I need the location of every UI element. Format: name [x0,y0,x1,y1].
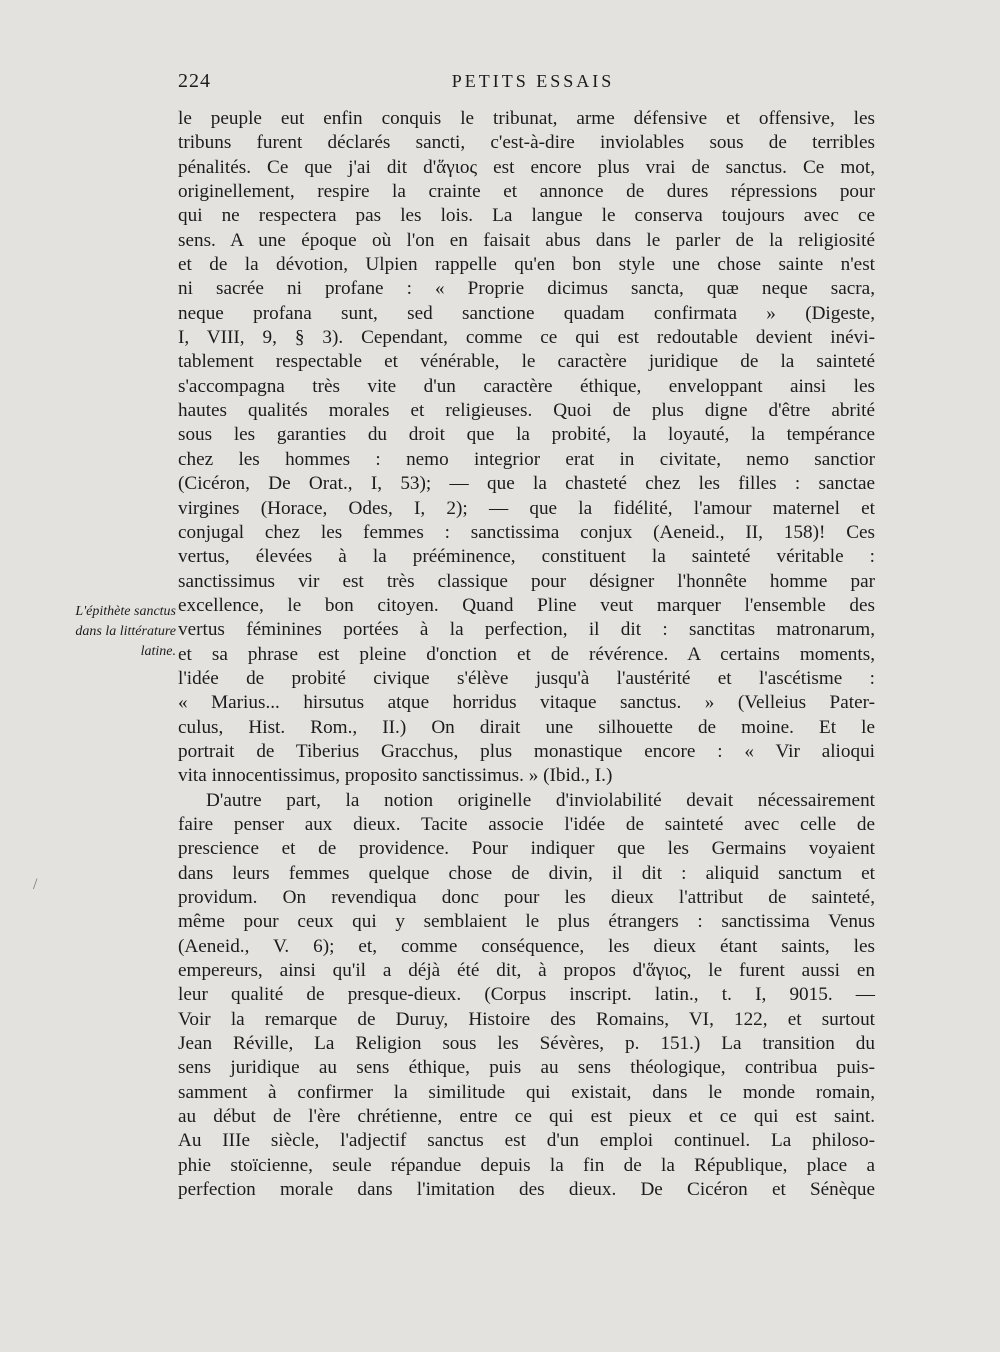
text-line: « Marius... hirsutus atque horridus vitaque sanctus. » (Velleius Pater- [178,692,875,714]
text-line: empereurs, ainsi qu'il a déjà été dit, à propos d'ἅγιος, le furent aussi en [178,960,875,982]
text-line: neque profana sunt, sed sanctione quadam confirmata » (Digeste, [178,302,875,324]
text-line: qui ne respectera pas les lois. La langue le conserva toujours avec ce [178,205,875,227]
margin-note-line: dans la littérature [75,624,176,639]
text-line: phie stoïcienne, seule répandue depuis la fin de la République, place a [178,1154,875,1176]
text-line: sens. A une époque où l'on en faisait abus dans le parler de la religiosité [178,229,875,251]
text-line: perfection morale dans l'imitation des dieux. De Cicéron et Sénèque [178,1179,875,1201]
text-line: s'accompagna très vite d'un caractère éthique, enveloppant ainsi les [178,375,875,397]
text-line: chez les hommes : nemo integrior erat in civitate, nemo sanctior [178,448,875,470]
text-line: Voir la remarque de Duruy, Histoire des Romains, VI, 122, et surtout [178,1008,875,1030]
text-line: et de la dévotion, Ulpien rappelle qu'en bon style une chose sainte n'est [178,254,875,276]
margin-note-line: latine. [140,644,176,659]
text-line: I, VIII, 9, § 3). Cependant, comme ce qui est redoutable devient inévi- [178,327,875,349]
text-line: prescience et de providence. Pour indiquer que les Germains voyaient [178,838,875,860]
text-line: dans leurs femmes quelque chose de divin, il dit : aliquid sanctum et [178,862,875,884]
page-number: 224 [178,70,211,92]
text-line: le peuple eut enfin conquis le tribunat, arme défensive et offensive, les [178,108,875,129]
text-line: hautes qualités morales et religieuses. Quoi de plus digne d'être abrité [178,400,875,422]
running-title: PETITS ESSAIS [451,71,615,91]
text-line: excellence, le bon citoyen. Quand Pline veut marquer l'ensemble des [178,594,875,616]
text-line: ni sacrée ni profane : « Proprie dicimus sancta, quæ neque sacra, [178,278,875,300]
text-line: D'autre part, la notion originelle d'inviolabilité devait nécessairement [206,789,875,811]
text-line: sens juridique au sens éthique, puis au sens théologique, contribua puis- [178,1057,875,1079]
text-line: samment à confirmer la similitude qui existait, dans le monde romain, [178,1081,875,1103]
text-line: (Cicéron, De Orat., I, 53); — que la chasteté chez les filles : sanctae [178,473,875,495]
text-line: sous les garanties du droit que la probité, la loyauté, la tempérance [178,424,875,446]
text-line: même pour ceux qui y semblaient le plus étrangers : sanctissima Venus [178,911,875,933]
text-line: providum. On revendiqua donc pour les dieux l'attribut de sainteté, [178,887,875,908]
text-line: vita innocentissimus, proposito sanctissimus. » (Ibid., I.) [178,765,613,787]
text-line: tribuns furent déclarés sancti, c'est-à-dire inviolables sous de terribles [178,132,875,154]
text-line: leur qualité de presque-dieux. (Corpus inscript. latin., t. I, 9015. — [178,984,875,1006]
text-line: virgines (Horace, Odes, I, 2); — que la fidélité, l'amour maternel et [178,497,875,519]
text-line: au début de l'ère chrétienne, entre ce qui est pieux et ce qui est saint. [178,1106,875,1128]
text-line: Jean Réville, La Religion sous les Sévères, p. 151.) La transition du [178,1033,875,1055]
text-line: tablement respectable et vénérable, le caractère juridique de la sainteté [178,351,875,373]
text-line: sanctissimus vir est très classique pour désigner l'honnête homme par [178,570,875,592]
text-line: originellement, respire la crainte et annonce de dures répressions pour [178,181,875,203]
text-line: pénalités. Ce que j'ai dit d'ἅγιος est encore plus vrai de sanctus. Ce mot, [178,156,875,178]
body-text [178,107,875,1202]
page-header [178,70,878,96]
text-line: vertus féminines portées à la perfection, il dit : sanctitas matronarum, [178,619,875,641]
text-line: portrait de Tiberius Gracchus, plus monastique encore : « Vir alioqui [178,740,875,762]
margin-note [18,602,176,662]
text-line: faire penser aux dieux. Tacite associe l'idée de sainteté avec celle de [178,813,875,835]
text-line: vertus, élevées à la prééminence, constituent la sainteté véritable : [178,546,875,568]
text-line: (Aeneid., V. 6); et, comme conséquence, les dieux étant saints, les [178,935,875,957]
text-line: conjugal chez les femmes : sanctissima conjux (Aeneid., II, 158)! Ces [178,521,875,543]
text-line: l'idée de probité civique s'élève jusqu'à l'austérité et l'ascétisme : [178,667,875,689]
stray-pencil-mark: / [33,876,38,893]
text-line: et sa phrase est pleine d'onction et de révérence. A certains moments, [178,643,875,665]
margin-note-line: L'épithète sanctus [75,604,176,619]
text-line: Au IIIe siècle, l'adjectif sanctus est d'un emploi continuel. La philoso- [178,1130,875,1152]
text-line: culus, Hist. Rom., II.) On dirait une silhouette de moine. Et le [178,716,875,738]
